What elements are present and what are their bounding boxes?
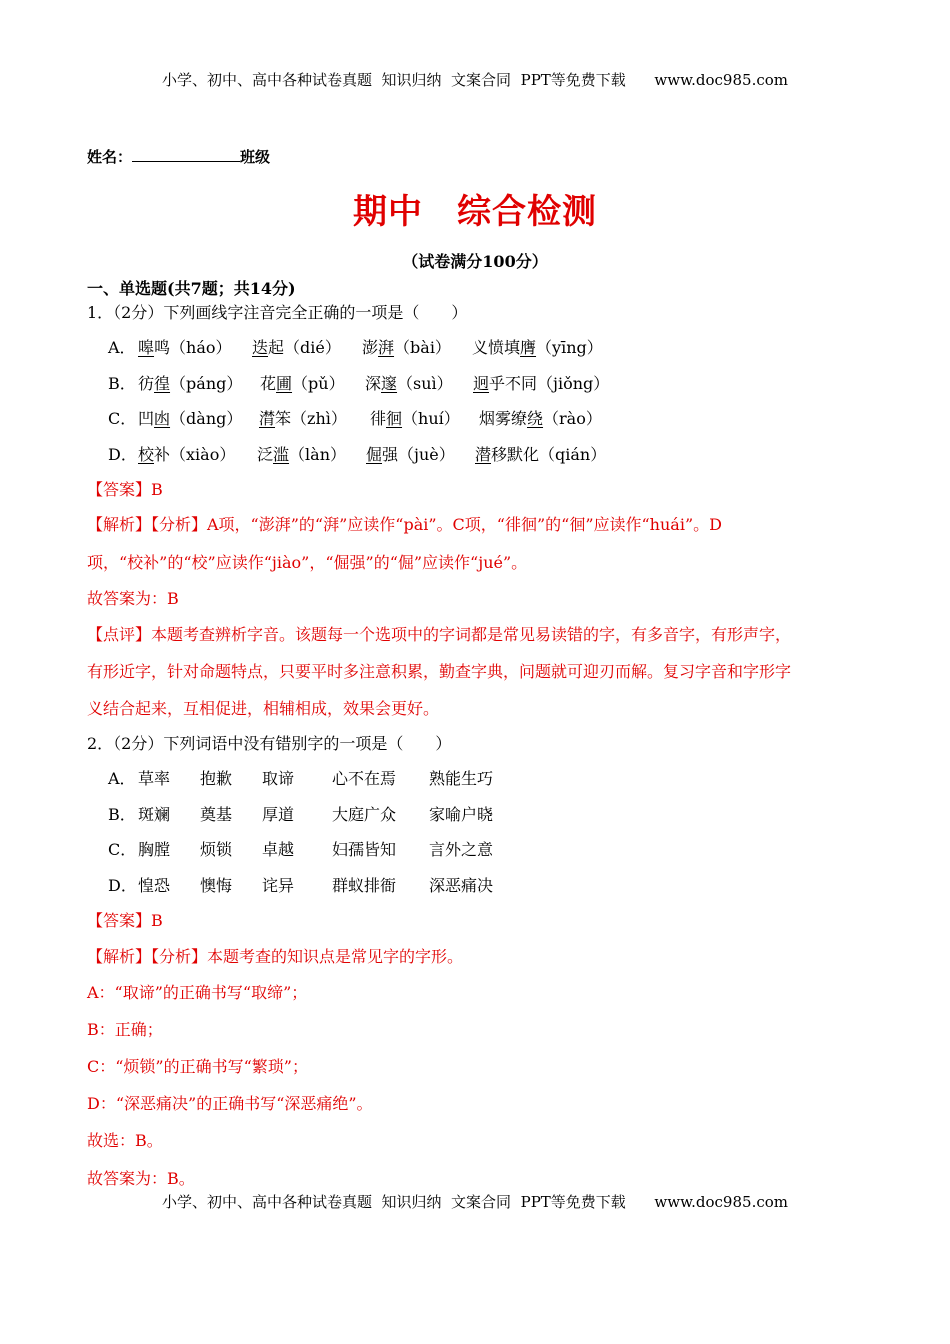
option-word: 大庭广众 bbox=[332, 805, 397, 824]
option-text: （yīng） bbox=[536, 338, 603, 357]
q2-point-b: B：正确； bbox=[87, 1020, 163, 1039]
q2-choice: 故选：B。 bbox=[87, 1131, 163, 1150]
option-text: 花 bbox=[260, 374, 277, 393]
option-label: C． bbox=[108, 409, 137, 428]
option-word: 草率 bbox=[138, 769, 171, 788]
page-header: 小学、初中、高中各种试卷真题 知识归纳 文案合同 PPT等免费下载 www.doc985.com bbox=[161, 71, 788, 89]
option-label: C． bbox=[108, 840, 137, 859]
option-word: 深恶痛决 bbox=[429, 876, 494, 895]
option-word: 群蚁排衙 bbox=[332, 876, 397, 895]
q2-option-d bbox=[108, 873, 528, 895]
option-word: 厚道 bbox=[262, 805, 295, 824]
option-word: 胸膛 bbox=[138, 840, 171, 859]
option-text: （làn） bbox=[289, 445, 346, 464]
q2-analysis: 【解析】【分析】本题考查的知识点是常见字的字形。 bbox=[87, 947, 464, 966]
title-part1: 期中 bbox=[353, 192, 423, 232]
name-blank[interactable] bbox=[132, 147, 240, 162]
option-label: A． bbox=[108, 769, 136, 788]
q2-point-c: C：“烦锁”的正确书写“繁琐”； bbox=[87, 1057, 308, 1076]
underlined-char: 圃 bbox=[276, 374, 293, 393]
option-label: B． bbox=[108, 805, 136, 824]
q2-point-d: D：“深恶痛决”的正确书写“深恶痛绝”。 bbox=[87, 1094, 373, 1113]
q2-stem: 2．（2分）下列词语中没有错别字的一项是（ ） bbox=[87, 734, 452, 753]
q1-option-d bbox=[108, 442, 628, 464]
option-label: B． bbox=[108, 374, 136, 393]
option-word: 熟能生巧 bbox=[429, 769, 494, 788]
underlined-char: 徊 bbox=[386, 409, 403, 428]
underlined-char: 迥 bbox=[473, 374, 490, 393]
option-text: 义愤填 bbox=[472, 338, 521, 357]
option-text: 强（juè） bbox=[382, 445, 455, 464]
option-text: 鸣（háo） bbox=[154, 338, 232, 357]
underlined-char: 潸 bbox=[259, 409, 276, 428]
class-label: 班级 bbox=[240, 148, 271, 166]
underlined-char: 徨 bbox=[154, 374, 171, 393]
option-word: 妇孺皆知 bbox=[332, 840, 397, 859]
q2-option-a bbox=[108, 766, 528, 788]
option-text: 补（xiào） bbox=[154, 445, 236, 464]
option-text: （pǔ） bbox=[292, 374, 345, 393]
option-text: 徘 bbox=[370, 409, 387, 428]
option-text: （suì） bbox=[397, 374, 453, 393]
option-word: 言外之意 bbox=[429, 840, 494, 859]
option-word: 家喻户晓 bbox=[429, 805, 494, 824]
page-footer: 小学、初中、高中各种试卷真题 知识归纳 文案合同 PPT等免费下载 www.doc985.com bbox=[161, 1193, 788, 1211]
underlined-char: 嗥 bbox=[138, 338, 155, 357]
option-text: 烟雾缭 bbox=[479, 409, 528, 428]
q1-comment-line1: 【点评】本题考查辨析字音。该题每一个选项中的字词都是常见易读错的字，有多音字，有形声字， bbox=[87, 625, 792, 644]
option-text: 彷 bbox=[138, 374, 155, 393]
option-word: 斑斓 bbox=[138, 805, 171, 824]
option-label: D． bbox=[108, 876, 137, 895]
option-text: （bài） bbox=[394, 338, 451, 357]
option-text: （huí） bbox=[402, 409, 460, 428]
option-word: 懊悔 bbox=[200, 876, 233, 895]
underlined-char: 绕 bbox=[527, 409, 544, 428]
q1-stem: 1．（2分）下列画线字注音完全正确的一项是（ ） bbox=[87, 303, 468, 322]
underlined-char: 凼 bbox=[154, 409, 171, 428]
q1-option-c bbox=[108, 406, 628, 428]
option-text: （dàng） bbox=[170, 409, 243, 428]
option-word: 诧异 bbox=[262, 876, 295, 895]
q1-option-b bbox=[108, 371, 628, 393]
underlined-char: 滥 bbox=[273, 445, 290, 464]
option-text: 澎 bbox=[362, 338, 379, 357]
section-heading: 一、单选题(共7题；共14分) bbox=[87, 279, 296, 298]
option-label: D． bbox=[108, 445, 137, 464]
underlined-char: 膺 bbox=[520, 338, 537, 357]
option-label: A． bbox=[108, 338, 136, 357]
option-text: 移默化（qián） bbox=[491, 445, 607, 464]
q1-answer: 【答案】B bbox=[87, 480, 163, 499]
q1-analysis-line2: 项，“校补”的“校”应读作“jiào”，“倔强”的“倔”应读作“jué”。 bbox=[87, 553, 528, 572]
title-part2: 综合检测 bbox=[457, 192, 597, 232]
option-word: 抱歉 bbox=[200, 769, 233, 788]
q2-conclusion: 故答案为：B。 bbox=[87, 1169, 195, 1188]
underlined-char: 校 bbox=[138, 445, 155, 464]
exam-subtitle: （试卷满分100分） bbox=[402, 252, 548, 271]
option-text: 深 bbox=[365, 374, 382, 393]
option-text: （rào） bbox=[543, 409, 602, 428]
q1-comment-line2: 有形近字，针对命题特点，只要平时多注意积累，勤查字典，问题就可迎刃而解。复习字音和字形字 bbox=[87, 662, 792, 681]
option-word: 烦锁 bbox=[200, 840, 233, 859]
name-label: 姓名： bbox=[87, 148, 133, 166]
underlined-char: 迭 bbox=[252, 338, 269, 357]
option-word: 取谛 bbox=[262, 769, 295, 788]
option-text: 乎不同（jiǒng） bbox=[489, 374, 610, 393]
underlined-char: 潜 bbox=[475, 445, 492, 464]
name-class-line bbox=[87, 146, 270, 167]
option-text: （páng） bbox=[170, 374, 243, 393]
option-text: 凹 bbox=[138, 409, 155, 428]
underlined-char: 邃 bbox=[381, 374, 398, 393]
option-text: 起（dié） bbox=[268, 338, 341, 357]
option-word: 卓越 bbox=[262, 840, 295, 859]
q1-analysis-line1: 【解析】【分析】A项，“澎湃”的“湃”应读作“pài”。C项，“徘徊”的“徊”应读作“huái”。D bbox=[87, 515, 722, 534]
q2-answer: 【答案】B bbox=[87, 911, 163, 930]
q1-option-a bbox=[108, 335, 628, 357]
q2-option-c bbox=[108, 837, 528, 859]
underlined-char: 湃 bbox=[378, 338, 395, 357]
underlined-char: 倔 bbox=[366, 445, 383, 464]
option-text: 泛 bbox=[257, 445, 274, 464]
q2-point-a: A：“取谛”的正确书写“取缔”； bbox=[87, 983, 308, 1002]
option-text: 笨（zhì） bbox=[275, 409, 347, 428]
q2-option-b bbox=[108, 802, 528, 824]
option-word: 奠基 bbox=[200, 805, 233, 824]
page-title bbox=[0, 184, 950, 233]
q1-comment-line3: 义结合起来，互相促进，相辅相成，效果会更好。 bbox=[87, 699, 440, 718]
option-word: 心不在焉 bbox=[332, 769, 397, 788]
q1-conclusion: 故答案为：B bbox=[87, 589, 179, 608]
option-word: 惶恐 bbox=[138, 876, 171, 895]
